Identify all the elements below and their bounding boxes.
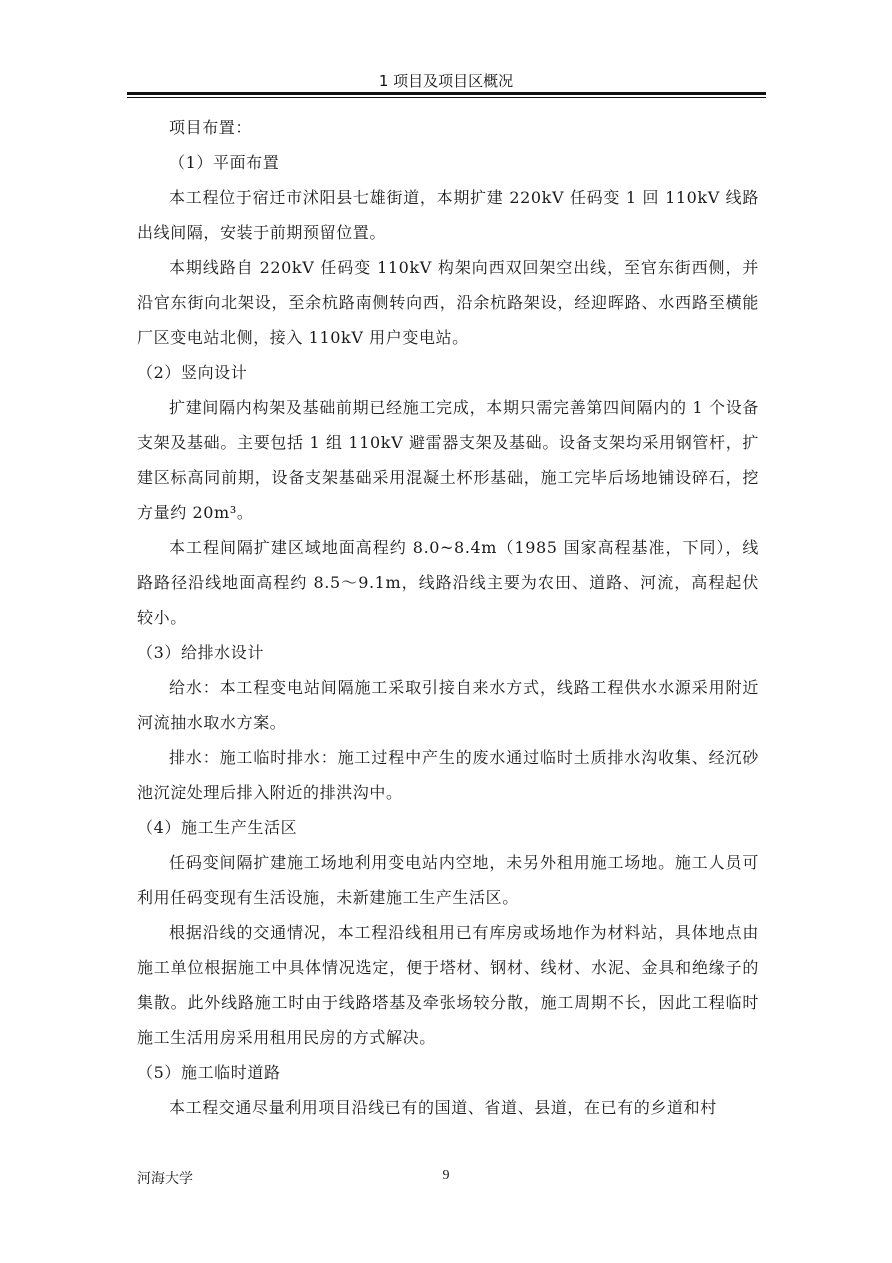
- section-heading-construction-living-area: （4）施工生产生活区: [137, 818, 298, 837]
- header-rule-thick: [127, 92, 766, 95]
- section-heading-temporary-roads: （5）施工临时道路: [137, 1063, 281, 1082]
- paragraph: 本工程位于宿迁市沭阳县七雄街道，本期扩建 220kV 任码变 1 回 110kV 线路出线间隔，安装于前期预留位置。: [137, 188, 759, 242]
- paragraph: 任码变间隔扩建施工场地利用变电站内空地，未另外租用施工场地。施工人员可利用任码变现有生活设施，未新建施工生产生活区。: [137, 853, 759, 907]
- paragraph: 本工程间隔扩建区域地面高程约 8.0~8.4m（1985 国家高程基准，下同），线路路径沿线地面高程约 8.5～9.1m，线路沿线主要为农田、道路、河流，高程起伏较小。: [137, 538, 759, 627]
- paragraph: 排水：施工临时排水：施工过程中产生的废水通过临时土质排水沟收集、经沉砂池沉淀处理后排入附近的排洪沟中。: [137, 748, 759, 802]
- running-header-title: 1 项目及项目区概况: [378, 72, 514, 90]
- paragraph: 给水：本工程变电站间隔施工采取引接自来水方式，线路工程供水水源采用附近河流抽水取水方案。: [137, 678, 759, 732]
- layout-heading: 项目布置：: [169, 118, 253, 137]
- paragraph: 本工程交通尽量利用项目沿线已有的国道、省道、县道，在已有的乡道和村: [169, 1098, 717, 1117]
- paragraph: 扩建间隔内构架及基础前期已经施工完成，本期只需完善第四间隔内的 1 个设备支架及基础。主要包括 1 组 110kV 避雷器支架及基础。设备支架均采用钢管杆，扩建区标高同前期，设备支架基础采用混凝土杯形基础，施工完毕后场地铺设碎石，挖方量约 20m³。: [137, 398, 759, 522]
- section-heading-water-supply-drainage: （3）给排水设计: [137, 643, 264, 662]
- header-rule-thin: [127, 97, 766, 98]
- footer-institution: 河海大学: [137, 1171, 193, 1187]
- body-content: [137, 110, 759, 1125]
- section-heading-plan-layout: （1）平面布置: [169, 153, 280, 172]
- paragraph: 本期线路自 220kV 任码变 110kV 构架向西双回架空出线，至官东街西侧，并沿官东街向北架设，至余杭路南侧转向西，沿余杭路架设，经迎晖路、水西路至横能厂区变电站北侧，接入 110kV 用户变电站。: [137, 258, 759, 347]
- page-number: 9: [442, 1168, 450, 1183]
- section-heading-vertical-design: （2）竖向设计: [137, 363, 248, 382]
- paragraph: 根据沿线的交通情况，本工程沿线租用已有库房或场地作为材料站，具体地点由施工单位根据施工中具体情况选定，便于塔材、钢材、线材、水泥、金具和绝缘子的集散。此外线路施工时由于线路塔基及牵张场较分散，施工周期不长，因此工程临时施工生活用房采用租用民房的方式解决。: [137, 923, 759, 1047]
